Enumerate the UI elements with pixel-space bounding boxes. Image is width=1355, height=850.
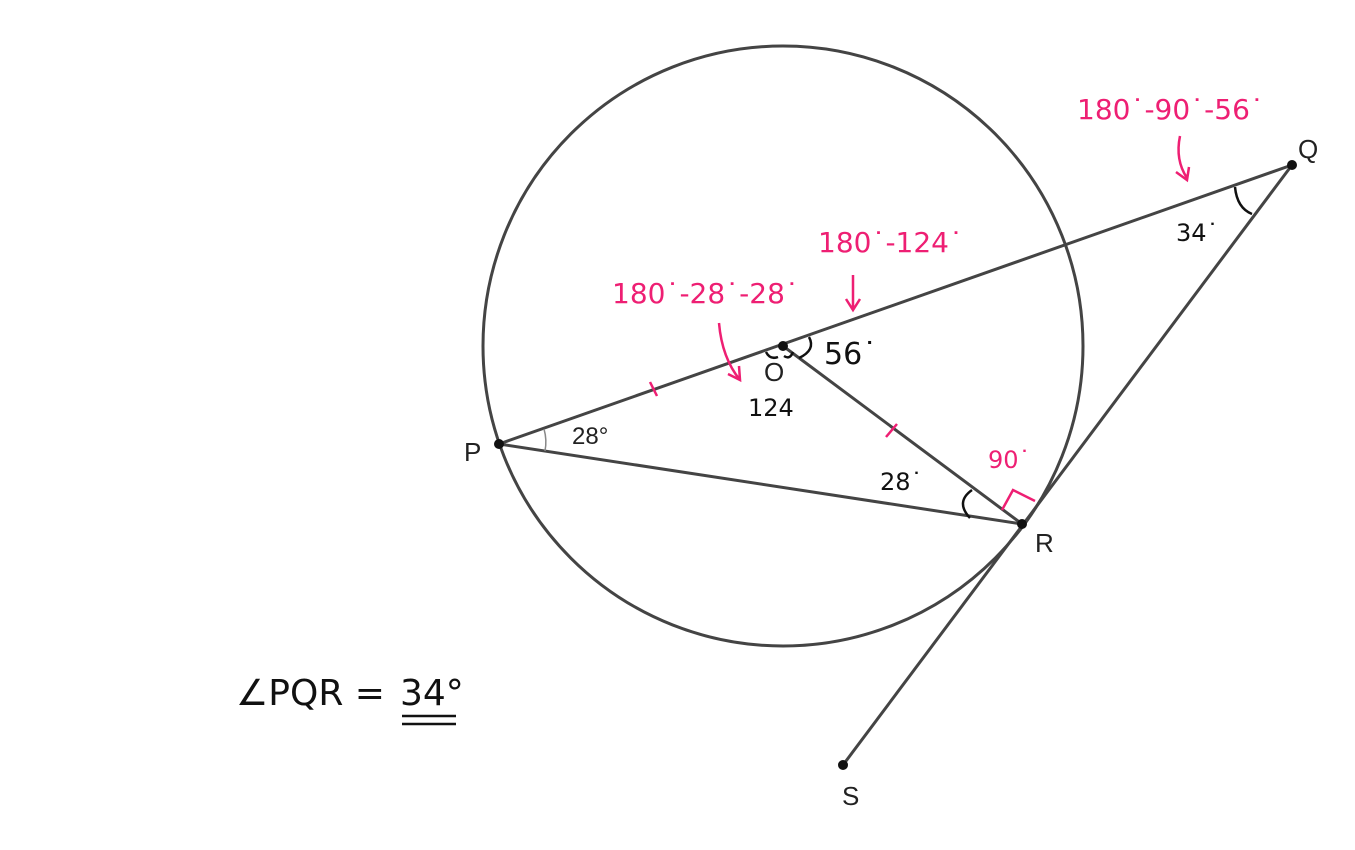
angle-POR-value: 124 (748, 394, 794, 422)
arrow-calc-POR (719, 323, 740, 380)
point-P (494, 439, 504, 449)
point-R (1017, 519, 1027, 529)
label-S: S (842, 781, 860, 811)
given-angle-P: 28° (572, 423, 609, 450)
line-OR (783, 346, 1022, 524)
calc-angle-ROQ: 180˙-124˙ (818, 226, 963, 259)
point-Q (1287, 160, 1297, 170)
angle-Q-value: 34˙ (1176, 219, 1219, 247)
line-PR (499, 444, 1022, 524)
arrow-calc-Q (1176, 136, 1189, 180)
angle-arc-P (544, 429, 546, 451)
label-O: O (764, 357, 785, 387)
answer-prefix: ∠PQR = (236, 673, 385, 714)
calc-angle-POR: 180˙-28˙-28˙ (612, 277, 799, 310)
label-P: P (464, 437, 482, 467)
right-angle-label: 90˙ (988, 446, 1031, 474)
point-S (838, 760, 848, 770)
answer-value: 34° (400, 673, 464, 714)
angle-arc-O-right (799, 337, 811, 358)
angle-PRO-value: 28˙ (880, 468, 923, 496)
arrow-calc-ROQ (846, 275, 860, 310)
right-angle-marker-R (1002, 490, 1035, 510)
angle-ROQ-value: 56˙ (824, 337, 878, 372)
calc-angle-Q: 180˙-90˙-56˙ (1077, 93, 1264, 126)
angle-arc-Q (1235, 187, 1252, 214)
label-Q: Q (1298, 134, 1319, 164)
label-R: R (1035, 528, 1054, 558)
point-O (778, 341, 788, 351)
